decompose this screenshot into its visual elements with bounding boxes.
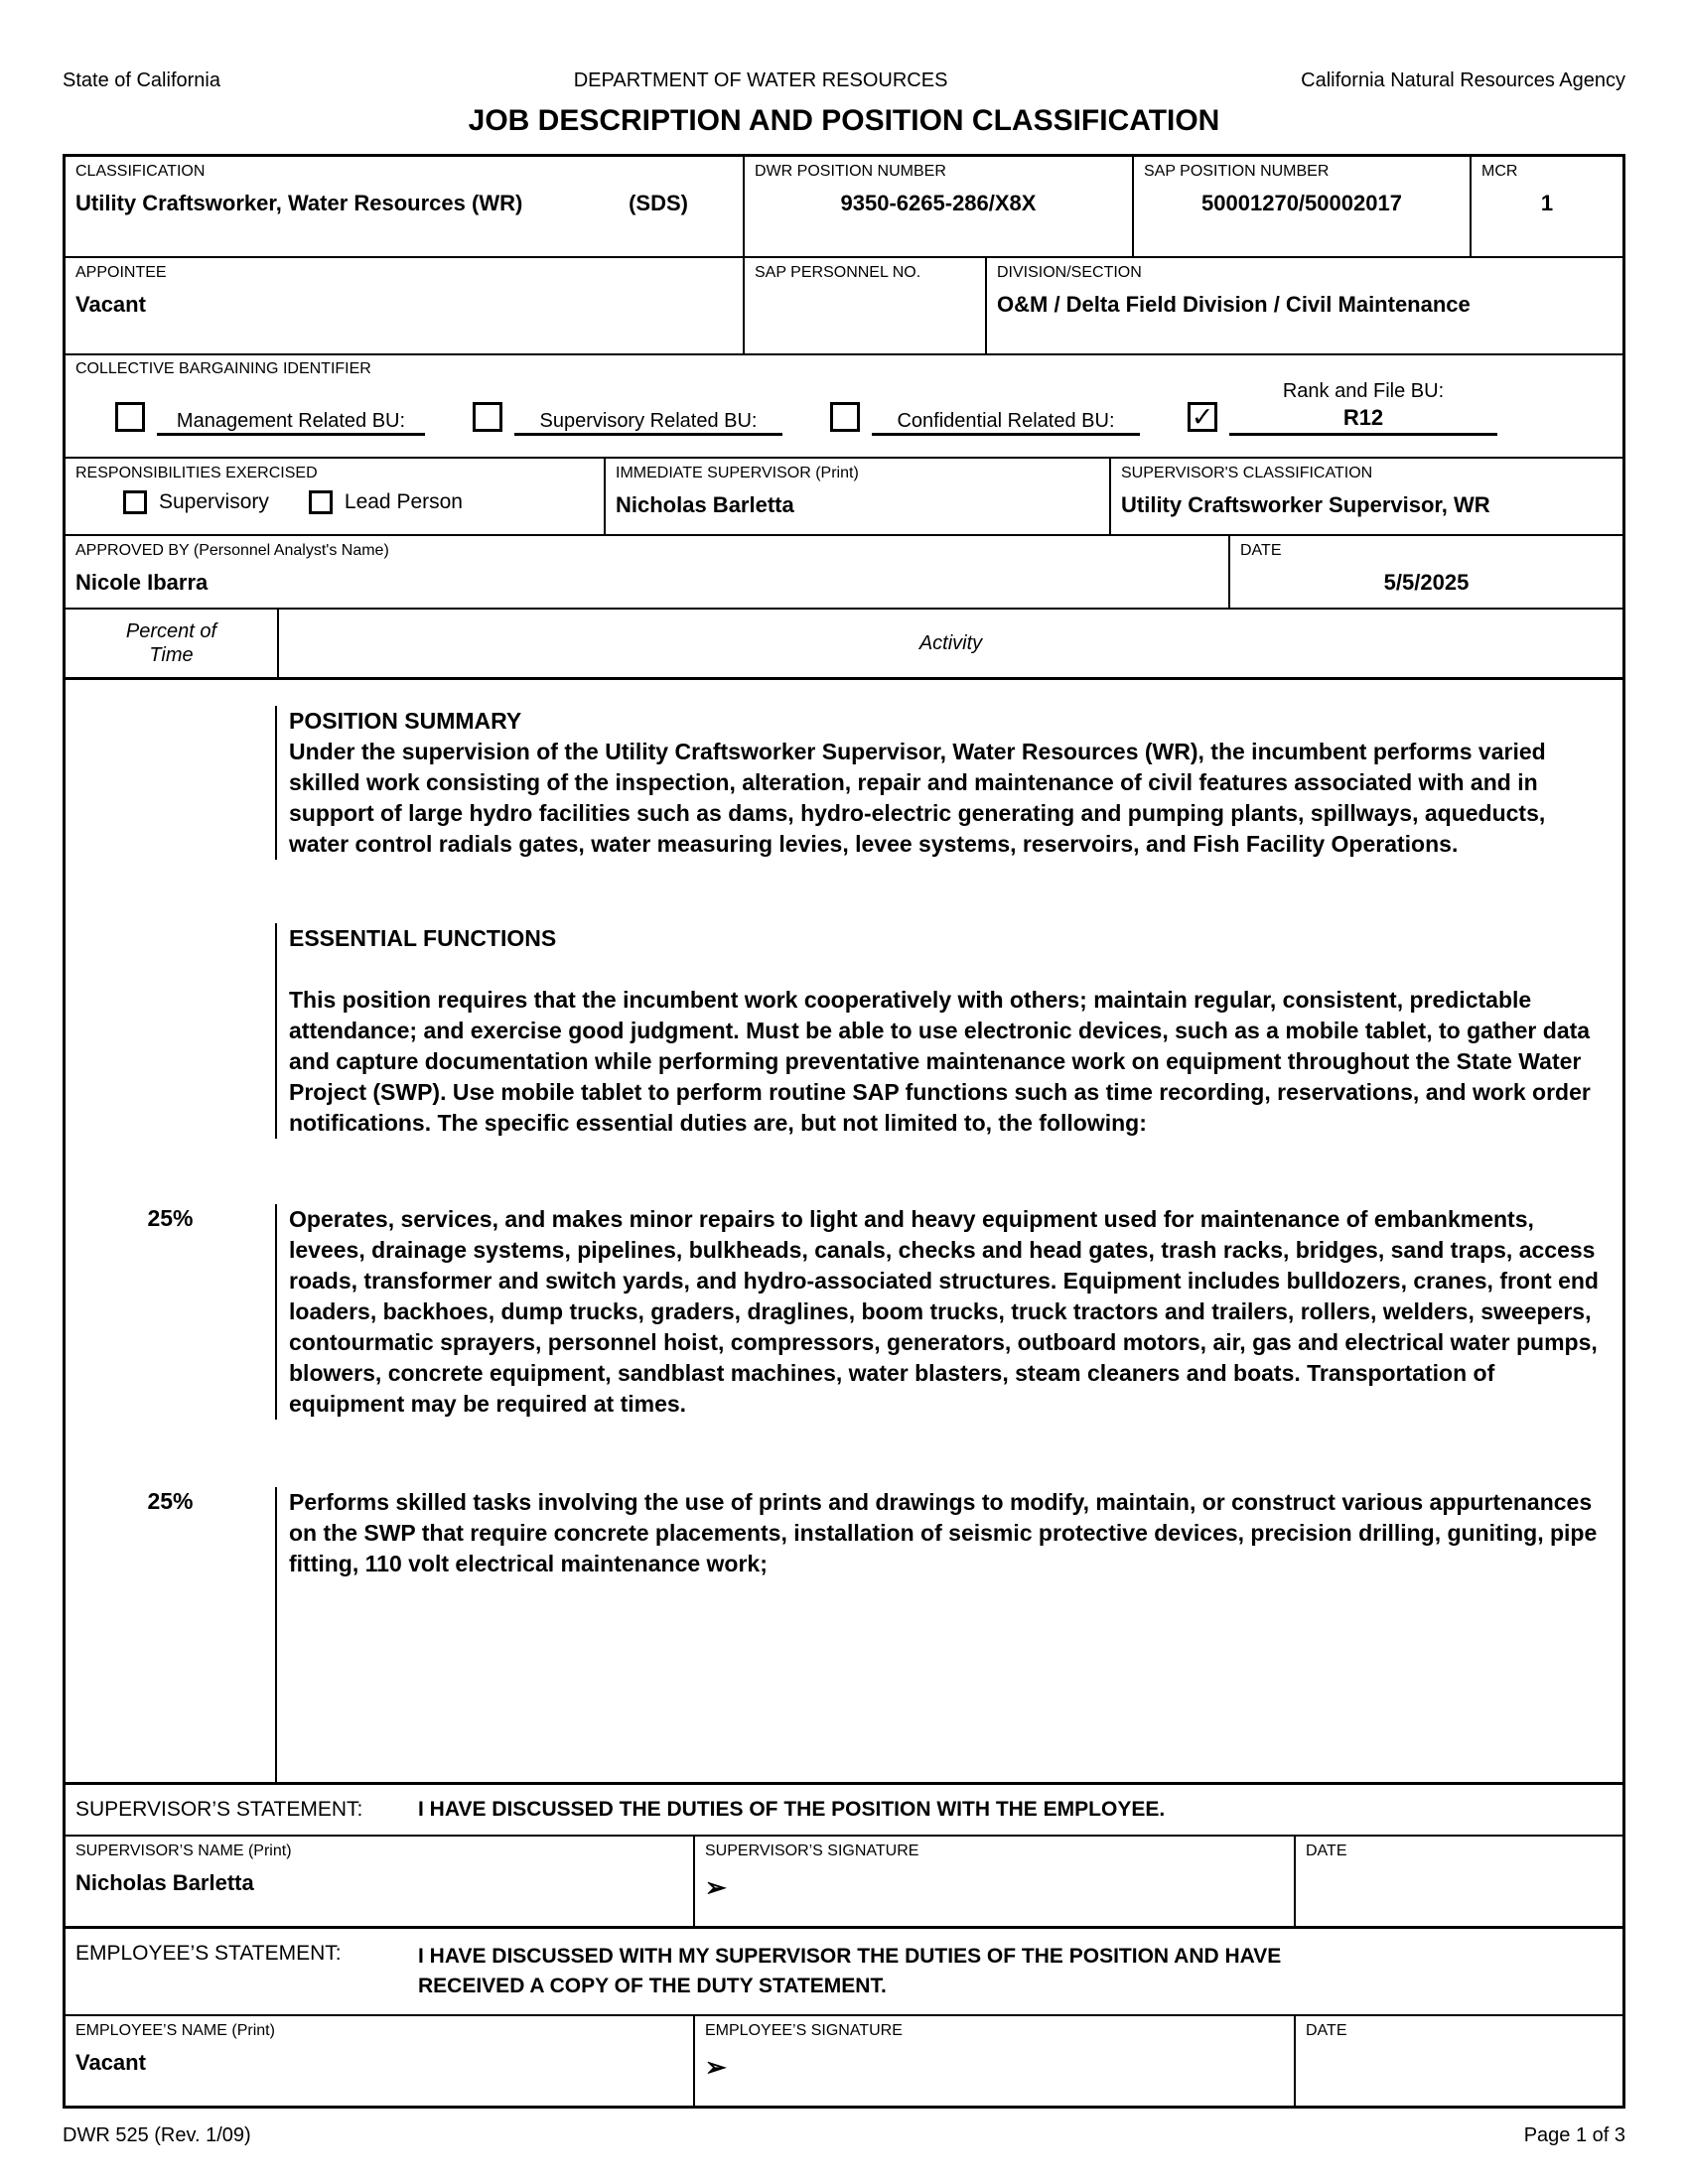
- employee-signature-label: EMPLOYEE’S SIGNATURE: [705, 2022, 903, 2039]
- percent-of-time-header: Percent of Time: [125, 620, 217, 666]
- section-duty-2: [66, 1487, 1622, 1782]
- division-section-field: [985, 258, 1622, 353]
- sap-position-number-value: 50001270/50002017: [1201, 191, 1402, 215]
- immediate-supervisor-field: [604, 459, 1109, 534]
- supervisors-classification-label: SUPERVISOR'S CLASSIFICATION: [1121, 465, 1373, 481]
- management-bu-label: Management Related BU:: [176, 410, 406, 432]
- approved-by-field: [66, 536, 1228, 608]
- form-number: DWR 525 (Rev. 1/09): [63, 2124, 251, 2146]
- division-section-value: O&M / Delta Field Division / Civil Maintenance: [997, 292, 1471, 317]
- signature-arrow-icon: ➢: [705, 2052, 727, 2082]
- immediate-supervisor-value: Nicholas Barletta: [616, 492, 794, 517]
- duty-1-text: Operates, services, and makes minor repairs to light and heavy equipment used for maintenance of embankments, levees, drainage systems, pipelines, bulkheads, canals, checks and head gates, trash racks, bridges, sand traps, access roads, transformer and switch yards, and hydro-associated structures. Equipment includes bulldozers, cranes, front end loaders, backhoes, dump trucks, graders, draglines, boom trucks, truck tractors and trailers, rollers, welders, sweepers, contourmatic sprayers, personnel hoist, compressors, generators, outboard motors, air, gas and electrical water pumps, blowers, concrete equipment, sandblast machines, water blasters, steam cleaners and boats. Transportation of equipment may be required at times.: [289, 1206, 1599, 1417]
- job-description-form: [63, 154, 1625, 2109]
- essential-functions-heading: ESSENTIAL FUNCTIONS: [289, 925, 557, 951]
- rank-and-file-bu-value: R12: [1342, 405, 1384, 430]
- employee-date-field[interactable]: [1294, 2016, 1622, 2106]
- position-summary-heading: POSITION SUMMARY: [289, 708, 522, 734]
- employee-statement-row: [66, 1926, 1622, 2014]
- rank-and-file-bu-label: Rank and File BU:: [1282, 380, 1445, 402]
- supervisory-option-label: Supervisory: [159, 490, 269, 513]
- mcr-label: MCR: [1481, 163, 1518, 180]
- supervisors-classification-value: Utility Craftsworker Supervisor, WR: [1121, 492, 1490, 517]
- supervisor-signature-label: SUPERVISOR’S SIGNATURE: [705, 1843, 919, 1859]
- mcr-value: 1: [1540, 191, 1554, 215]
- employee-signature-field[interactable]: [693, 2016, 1294, 2106]
- approved-by-value: Nicole Ibarra: [75, 570, 209, 595]
- dwr-position-number-field: [743, 157, 1132, 256]
- approval-date-value: 5/5/2025: [1383, 570, 1470, 595]
- classification-field: [66, 157, 743, 256]
- management-bu-checkbox[interactable]: [115, 402, 145, 432]
- rank-and-file-bu-checkbox[interactable]: [1188, 402, 1217, 432]
- sap-personnel-no-label: SAP PERSONNEL NO.: [755, 264, 921, 281]
- supervisor-name-value: Nicholas Barletta: [75, 1870, 254, 1895]
- classification-label: CLASSIFICATION: [75, 163, 206, 180]
- sap-position-number-field: [1132, 157, 1470, 256]
- supervisory-bu-label: Supervisory Related BU:: [539, 410, 758, 432]
- employee-name-value: Vacant: [75, 2050, 146, 2075]
- confidential-bu-label: Confidential Related BU:: [897, 410, 1115, 432]
- bu-group-confidential: [830, 402, 1140, 436]
- row-activity-header: [66, 608, 1622, 677]
- classification-value: Utility Craftsworker, Water Resources (WR): [75, 191, 523, 215]
- row-responsibilities: [66, 457, 1622, 534]
- section-duty-1: [66, 1204, 1622, 1420]
- appointee-value: Vacant: [75, 292, 146, 317]
- dwr-position-number-label: DWR POSITION NUMBER: [755, 163, 946, 180]
- bu-group-rank-and-file: [1188, 380, 1497, 436]
- position-summary-text: Under the supervision of the Utility Craftsworker Supervisor, Water Resources (WR), the incumbent performs varied skilled work consisting of the inspection, alteration, repair and maintenance of civil features associated with and in support of large hydro facilities such as dams, hydro-electric generating and pumping plants, spillways, aqueducts, water control radials gates, water measuring levies, levee systems, reservoirs, and Fish Facility Operations.: [289, 739, 1546, 857]
- sap-position-number-label: SAP POSITION NUMBER: [1144, 163, 1330, 180]
- activity-header: Activity: [277, 610, 1622, 677]
- employee-name-label: EMPLOYEE’S NAME (Print): [75, 2022, 275, 2039]
- essential-functions-text: This position requires that the incumbent work cooperatively with others; maintain regular, consistent, predictable attendance; and exercise good judgment. Must be able to use electronic devices, such as a mobile tablet, to gather data and capture documentation while performing preventative maintenance work on equipment throughout the State Water Project (SWP). Use mobile tablet to perform routine SAP functions such as time recording, reservations, and work order notifications. The specific essential duties are, but not limited to, the following:: [289, 987, 1591, 1136]
- employee-signature-row: [66, 2014, 1622, 2106]
- percent-cell: [66, 706, 277, 860]
- page-footer: [63, 2124, 1625, 2147]
- percent-cell: [66, 923, 277, 1139]
- letterhead-left: State of California: [63, 69, 220, 91]
- form-title: JOB DESCRIPTION AND POSITION CLASSIFICATION: [468, 104, 1220, 137]
- activity-body: [66, 677, 1622, 1782]
- approved-by-label: APPROVED BY (Personnel Analyst's Name): [75, 542, 389, 559]
- dwr-position-number-value: 9350-6265-286/X8X: [840, 191, 1037, 215]
- employee-statement-label: EMPLOYEE’S STATEMENT:: [75, 1942, 342, 1965]
- supervisory-bu-checkbox[interactable]: [473, 402, 502, 432]
- signature-arrow-icon: ➢: [705, 1872, 727, 1902]
- percent-cell: 25%: [66, 1487, 277, 1782]
- approval-date-label: DATE: [1240, 542, 1282, 559]
- collective-bargaining-label: COLLECTIVE BARGAINING IDENTIFIER: [75, 360, 371, 377]
- approval-date-field: [1228, 536, 1622, 608]
- row-classification: [66, 157, 1622, 256]
- lead-person-checkbox[interactable]: [309, 490, 333, 514]
- employee-statement-text: I HAVE DISCUSSED WITH MY SUPERVISOR THE DUTIES OF THE POSITION AND HAVE RECEIVED A COPY OF THE DUTY STATEMENT.: [418, 1945, 1282, 1997]
- section-position-summary: [66, 706, 1622, 860]
- bu-group-supervisory: [473, 402, 782, 436]
- supervisor-statement-label: SUPERVISOR’S STATEMENT:: [75, 1798, 363, 1821]
- row-collective-bargaining: [66, 353, 1622, 457]
- employee-date-label: DATE: [1306, 2022, 1347, 2039]
- sap-personnel-no-field: [743, 258, 985, 353]
- supervisor-name-label: SUPERVISOR’S NAME (Print): [75, 1843, 292, 1859]
- percent-cell: 25%: [66, 1204, 277, 1420]
- mcr-field: [1470, 157, 1622, 256]
- supervisor-date-label: DATE: [1306, 1843, 1347, 1859]
- letterhead-center: DEPARTMENT OF WATER RESOURCES: [573, 69, 948, 91]
- supervisory-checkbox[interactable]: [123, 490, 147, 514]
- immediate-supervisor-label: IMMEDIATE SUPERVISOR (Print): [616, 465, 859, 481]
- lead-person-option-label: Lead Person: [344, 490, 463, 513]
- supervisor-statement-row: [66, 1782, 1622, 1835]
- supervisor-signature-row: [66, 1835, 1622, 1926]
- page-number: Page 1 of 3: [1523, 2124, 1625, 2146]
- confidential-bu-checkbox[interactable]: [830, 402, 860, 432]
- appointee-label: APPOINTEE: [75, 264, 167, 281]
- employee-name-field: [66, 2016, 693, 2106]
- duty-2-text: Performs skilled tasks involving the use of prints and drawings to modify, maintain, or construct various appurtenances on the SWP that require concrete placements, installation of seismic protective devices, precision drilling, guniting, pipe fitting, 110 volt electrical maintenance work;: [289, 1489, 1598, 1576]
- row-approved-by: [66, 534, 1622, 608]
- supervisors-classification-field: [1109, 459, 1622, 534]
- section-essential-functions: [66, 923, 1622, 1139]
- bu-group-management: [115, 402, 425, 436]
- division-section-label: DIVISION/SECTION: [997, 264, 1142, 281]
- classification-sds: (SDS): [629, 191, 688, 215]
- responsibilities-label: RESPONSIBILITIES EXERCISED: [75, 465, 318, 481]
- row-appointee: [66, 256, 1622, 353]
- letterhead-right: California Natural Resources Agency: [1301, 69, 1625, 91]
- supervisor-signature-field[interactable]: [693, 1837, 1294, 1926]
- checkmark-icon: ✓: [1191, 401, 1214, 432]
- supervisor-name-field: [66, 1837, 693, 1926]
- supervisor-date-field[interactable]: [1294, 1837, 1622, 1926]
- letterhead: [63, 69, 1625, 92]
- responsibilities-field: [66, 459, 604, 534]
- supervisor-statement-text: I HAVE DISCUSSED THE DUTIES OF THE POSITION WITH THE EMPLOYEE.: [418, 1798, 1166, 1821]
- appointee-field: [66, 258, 743, 353]
